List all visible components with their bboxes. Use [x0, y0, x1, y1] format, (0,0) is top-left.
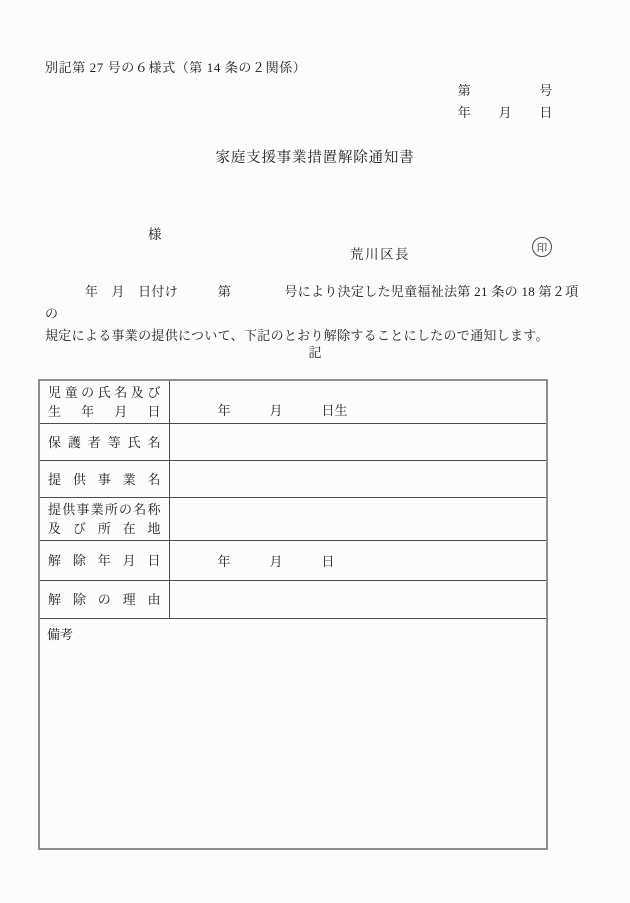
body-paragraph	[45, 281, 590, 347]
guardian-name-value-cell	[169, 424, 547, 461]
label-line: 生年月日	[48, 404, 161, 419]
recipient-honorific: 様	[148, 227, 162, 242]
service-name-value-cell	[169, 461, 547, 498]
remarks-label: 備考	[47, 627, 74, 642]
body-line-1: 年 月 日付け 第 号により決定した児童福祉法第 21 条の 18 第２項の	[45, 284, 579, 321]
row-label-provider-office	[39, 498, 169, 541]
remarks-cell	[39, 619, 547, 849]
table-row-child-name-birthdate	[39, 380, 547, 424]
table-row-provider-office	[39, 498, 547, 541]
table-row-service-name	[39, 461, 547, 498]
label-line: 保護者等氏名	[48, 434, 161, 450]
label-line: 解除年月日	[48, 553, 161, 568]
row-label-child-name-birthdate	[39, 380, 169, 424]
row-label-guardian-name	[39, 424, 169, 461]
issue-date-line: 年 月 日	[457, 105, 553, 120]
table-row-guardian-name	[39, 424, 547, 461]
row-label-service-name	[39, 461, 169, 498]
notice-details-table	[38, 379, 548, 850]
seal-icon	[532, 237, 552, 257]
form-reference: 別記第 27 号の６様式（第 14 条の２関係）	[45, 60, 307, 75]
document-number-line: 第 号	[457, 83, 553, 98]
label-line: 及び所在地	[48, 521, 161, 536]
child-birthdate-value-cell: 年 月 日生	[169, 380, 547, 424]
label-line: 児童の氏名及び	[48, 385, 161, 400]
body-line-2: 規定による事業の提供について、下記のとおり解除することにしたので通知します。	[45, 328, 549, 343]
label-line: 提供事業所の名称	[48, 502, 161, 517]
row-label-cancellation-reason	[39, 581, 169, 619]
cancellation-date-value-cell: 年 月 日	[169, 541, 547, 581]
provider-office-value-cell	[169, 498, 547, 541]
document-title: 家庭支援事業措置解除通知書	[215, 150, 415, 166]
record-heading: 記	[308, 345, 322, 360]
cancellation-reason-value-cell	[169, 581, 547, 619]
table-row-cancellation-reason	[39, 581, 547, 619]
row-label-cancellation-date	[39, 541, 169, 581]
label-line: 解除の理由	[48, 592, 161, 607]
sender-title: 荒川区長	[350, 247, 410, 262]
table-row-cancellation-date	[39, 541, 547, 581]
seal-label: 印	[536, 242, 548, 254]
label-line: 提供事業名	[48, 471, 161, 487]
table-row-remarks	[39, 619, 547, 849]
